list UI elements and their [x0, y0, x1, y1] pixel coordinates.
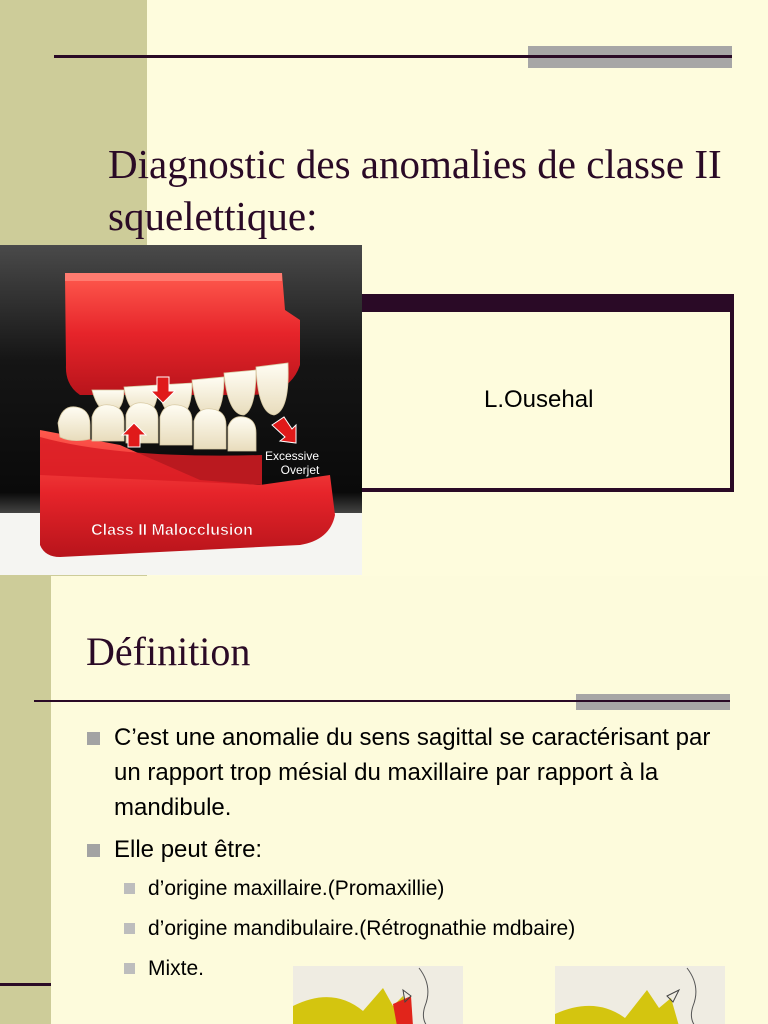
sidebar-bottom-line: [0, 983, 51, 986]
sub-bullet-item: [124, 914, 575, 944]
photo-caption: Class II Malocclusion: [91, 522, 253, 539]
top-accent-bar: [528, 46, 732, 68]
cephalometric-sketch-image: [555, 966, 725, 1024]
definition-heading: Définition: [86, 629, 251, 674]
bullet-item: [87, 832, 727, 867]
bullet-text: Elle peut être:: [114, 836, 263, 863]
slide-title: Diagnostic des anomalies de classe II squelettique:: [108, 141, 722, 239]
sub-bullet-item: [124, 954, 204, 984]
sub-bullet-item: [124, 874, 444, 904]
slide-sidebar: [0, 576, 51, 1024]
square-bullet-icon: [87, 732, 100, 745]
class-ii-malocclusion-photo: [0, 245, 362, 575]
bullet-item: [87, 720, 727, 825]
square-bullet-icon: [124, 883, 135, 894]
sub-bullet-text: d’origine mandibulaire.(Rétrognathie mdbaire): [148, 917, 576, 940]
photo-annotation-line1: Excessive: [264, 449, 320, 463]
square-bullet-icon: [87, 844, 100, 857]
definition-slide: [0, 576, 768, 1024]
square-bullet-icon: [124, 923, 135, 934]
author-box: [345, 294, 734, 492]
sub-bullet-text: Mixte.: [148, 957, 205, 980]
bullet-text: C’est une anomalie du sens sagittal se caractérisant par un rapport trop mésial du maxillaire par rapport à la mandibule.: [114, 724, 711, 821]
sub-bullet-text: d’origine maxillaire.(Promaxillie): [148, 877, 445, 900]
cephalometric-sketch-image: [293, 966, 463, 1024]
author-name: L.Ousehal: [484, 386, 594, 413]
heading-accent-bar: [576, 694, 730, 710]
square-bullet-icon: [124, 963, 135, 974]
photo-annotation-line2: Overjet: [280, 463, 320, 477]
